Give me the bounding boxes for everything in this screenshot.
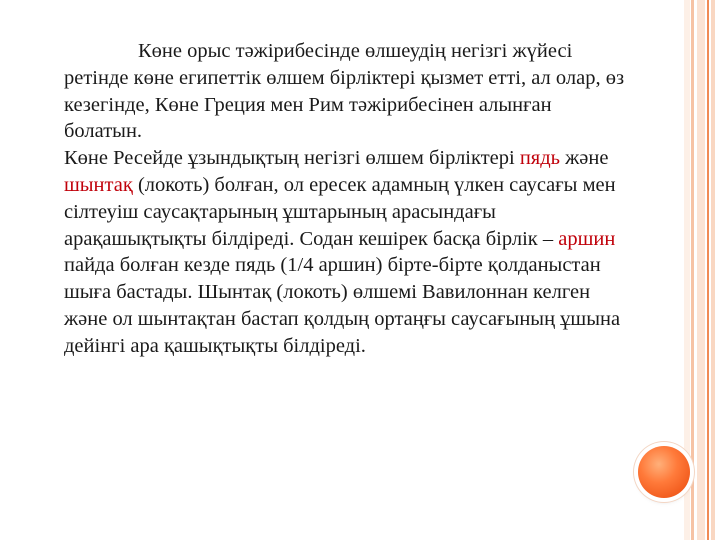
highlight-arshin: аршин	[558, 227, 616, 250]
body-text	[64, 38, 634, 360]
highlight-shyntaq: шынтақ	[64, 173, 133, 196]
paragraph-2-text-4: пайда болған кезде пядь (1/4 аршин) бірте-бірте қолданыстан шыға бастады. Шынтақ (локоть) өлшемі Вавилоннан келген және ол шынтақтан бастап қолдың ортаңғы саусағының ұшына дейінгі ара қашықтықты білдіреді.	[64, 254, 621, 357]
paragraph-1-text: Көне орыс тәжірибесінде өлшеудің негізгі жүйесі ретінде көне египеттік өлшем бірліктері қызмет етті, ал олар, өз кезегінде, Көне Греция мен Рим тәжірибесінен алынған болатын.	[64, 40, 625, 143]
decor-stripe-5	[711, 0, 715, 540]
decor-stripe-3	[697, 0, 705, 540]
paragraph-2-text-1: Көне Ресейде ұзындықтың негізгі өлшем бірліктері	[64, 147, 520, 170]
paragraph-2	[64, 145, 634, 359]
decor-stripe-4	[707, 0, 709, 540]
highlight-pyad: пядь	[519, 147, 561, 170]
paragraph-2-text-3: (локоть) болған, ол ересек адамның үлкен саусағы мен сілтеуіш саусақтарының ұштарының арасындағы арақашықтықты білдіреді. Содан кешірек басқа бірлік –	[64, 173, 616, 250]
paragraph-2-text-2: және	[560, 147, 609, 170]
orange-circle-icon	[638, 446, 690, 498]
decor-stripe-2	[691, 0, 694, 540]
paragraph-1	[64, 38, 634, 145]
